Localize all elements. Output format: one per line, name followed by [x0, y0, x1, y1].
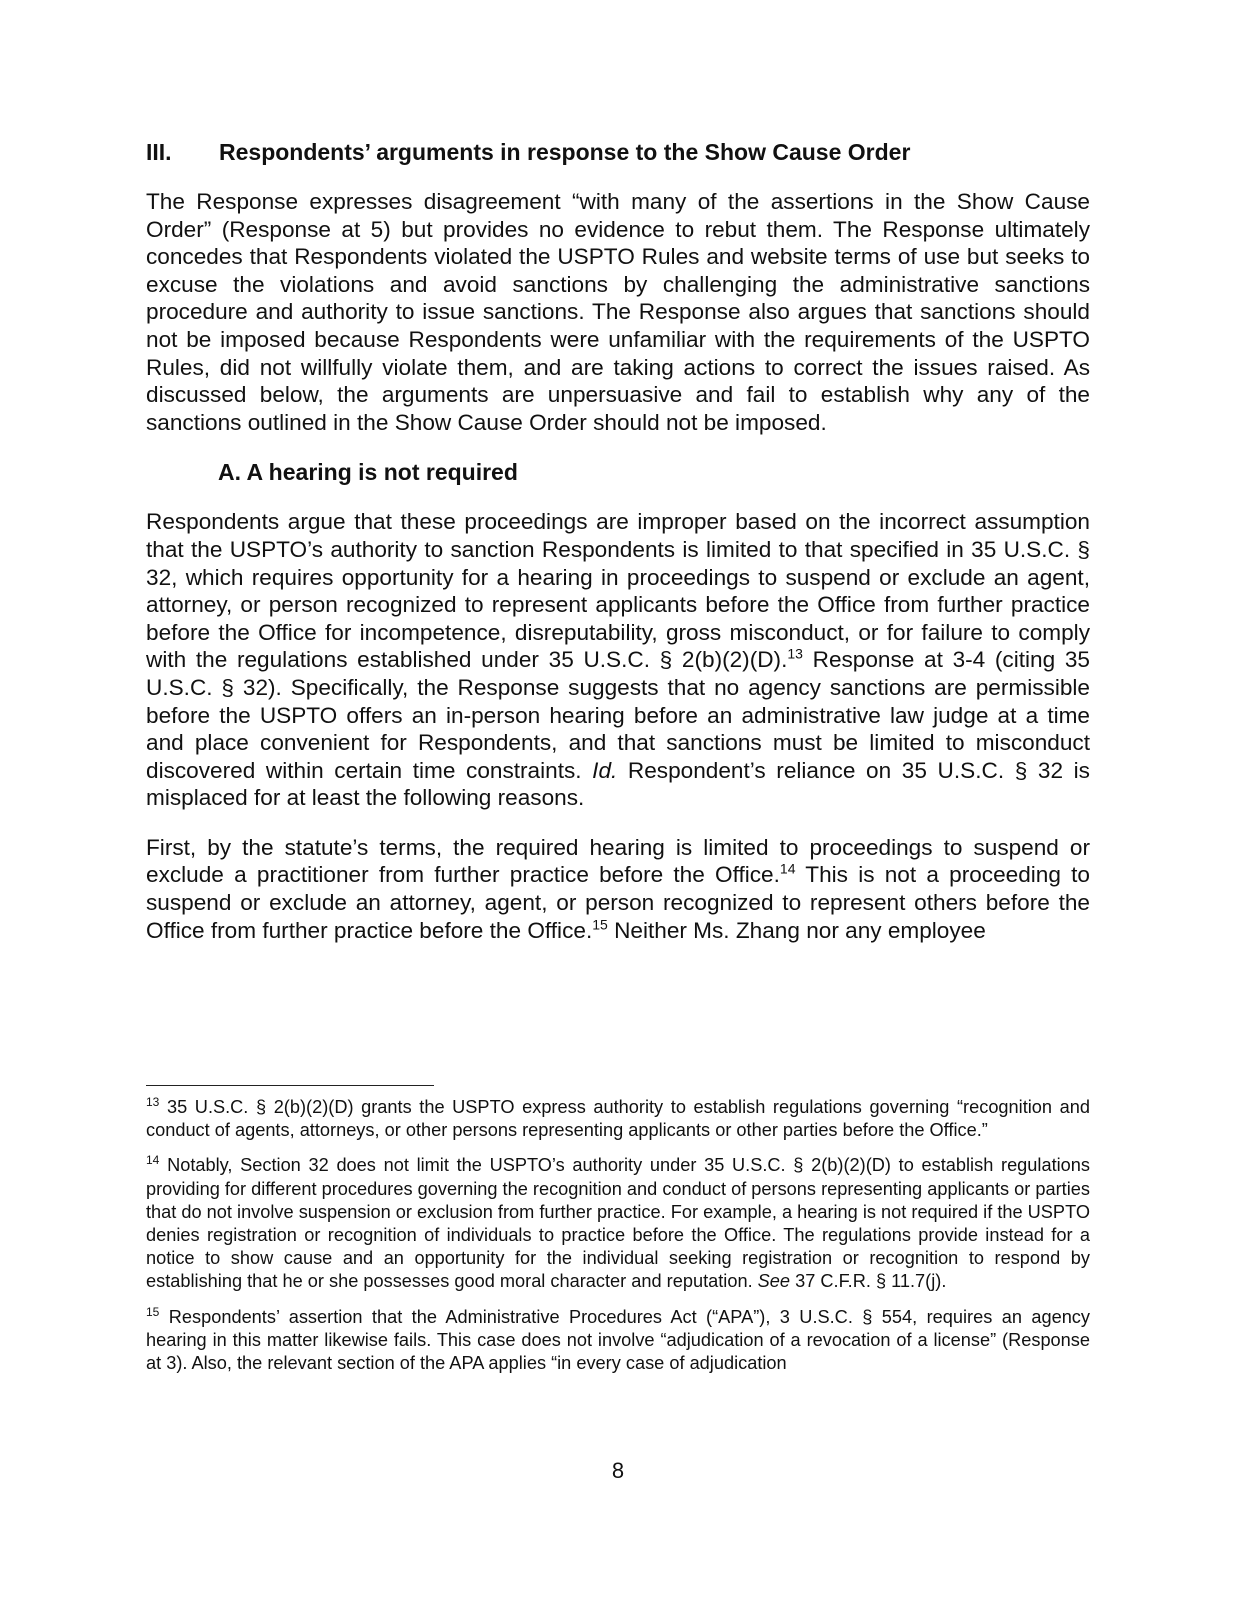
footnote-14-cite: 37 C.F.R. § 11.7(j).	[790, 1271, 947, 1292]
paragraph-2-text-b: Response at 3-4 (citing 35 U.S.C. § 32). Specifically, the Response suggests that no agency sanctions are permissible before the USPTO offers an in-person hearing before an administrative law judge at a time and place convenient for Respondents, and that sanctions must be limited to misconduct discovered within certain time constraints.	[146, 647, 1090, 783]
paragraph-2	[146, 508, 1090, 812]
footnote-14-number: 14	[146, 1153, 160, 1168]
footnotes	[146, 1096, 1090, 1387]
section-title: Respondents’ arguments in response to the Show Cause Order	[219, 139, 911, 165]
paragraph-1: The Response expresses disagreement “with many of the assertions in the Show Cause Order” (Response at 5) but provides no evidence to rebut them. The Response ultimately concedes that Respondents violated the USPTO Rules and website terms of use but seeks to excuse the violations and avoid sanctions by challenging the administrative sanctions procedure and authority to issue sanctions. The Response also argues that sanctions should not be imposed because Respondents were unfamiliar with the requirements of the USPTO Rules, did not willfully violate them, and are taking actions to correct the issues raised. As discussed below, the arguments are unpersuasive and fail to establish why any of the sanctions outlined in the Show Cause Order should not be imposed.	[146, 189, 1090, 435]
footnote-13-text: 35 U.S.C. § 2(b)(2)(D) grants the USPTO express authority to establish regulations governing “recognition and conduct of agents, attorneys, or other persons representing applicants or other parties before the Office.”	[146, 1097, 1090, 1141]
footnote-15-text: Respondents’ assertion that the Administrative Procedures Act (“APA”), 3 U.S.C. § 554, requires an agency hearing in this matter likewise fails. This case does not involve “adjudication of a revocation of a license” (Response at 3). Also, the relevant section of the APA applies “in every case of adjudication	[146, 1306, 1090, 1374]
section-heading	[146, 138, 1090, 166]
footnote-14	[146, 1154, 1090, 1293]
footnote-ref-15: 15	[592, 916, 608, 933]
see-signal: See	[757, 1271, 791, 1292]
footnote-15	[146, 1306, 1090, 1376]
paragraph-3-text-a: First, by the statute’s terms, the required hearing is limited to proceedings to suspend or exclude a practitioner from further practice before the Office.	[146, 834, 1090, 888]
footnote-divider	[146, 1085, 434, 1086]
document-body	[146, 138, 1090, 966]
paragraph-3-text-b: This is not a proceeding to suspend or exclude an attorney, agent, or person recognized to represent others before the Office from further practice before the Office.	[146, 862, 1091, 943]
footnote-15-number: 15	[146, 1304, 160, 1319]
id-citation: Id.	[592, 757, 618, 783]
footnote-14-text: Notably, Section 32 does not limit the USPTO’s authority under 35 U.S.C. § 2(b)(2)(D) to establish regulations providing for different procedures governing the recognition and conduct of persons representing applicants or parties that do not involve suspension or exclusion from further practice. For example, a hearing is not required if the USPTO denies registration or recognition of individuals to practice before the Office. The regulations provide instead for a notice to show cause and an opportunity for the individual seeking registration or recognition to respond by establishing that he or she possesses good moral character and reputation.	[146, 1155, 1090, 1292]
paragraph-2-text-a: Respondents argue that these proceedings are improper based on the incorrect assumption that the USPTO’s authority to sanction Respondents is limited to that specified in 35 U.S.C. § 32, which requires opportunity for a hearing in proceedings to suspend or exclude an agent, attorney, or person recognized to represent applicants before the Office from further practice before the Office for incompetence, disreputability, gross misconduct, or for failure to comply with the regulations established under 35 U.S.C. § 2(b)(2)(D).	[146, 509, 1090, 673]
subsection-heading: A. A hearing is not required	[218, 459, 518, 486]
footnote-13	[146, 1096, 1090, 1142]
section-number: III.	[146, 139, 172, 165]
paragraph-3-text-c: Neither Ms. Zhang nor any employee	[607, 917, 986, 943]
paragraph-2-text-c: Respondent’s reliance on 35 U.S.C. § 32 is misplaced for at least the following reasons.	[146, 757, 1090, 811]
footnote-13-number: 13	[146, 1094, 160, 1109]
paragraph-3	[146, 834, 1090, 944]
footnote-ref-14: 14	[779, 860, 796, 877]
footnote-ref-13: 13	[787, 645, 803, 662]
page-number: 8	[611, 1458, 625, 1483]
